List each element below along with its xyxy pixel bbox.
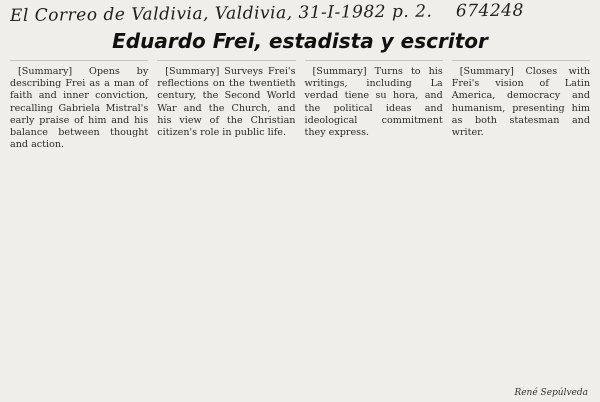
column-summary: [Summary] Surveys Frei's reflections on the twentieth century, the Second World War and the Church, and his view of the Christian citizen's role in public life.	[157, 66, 296, 139]
column-summary: [Summary] Opens by describing Frei as a man of faith and inner conviction, recalling Gabriela Mistral's early praise of him and his balance between thought and action.	[10, 66, 149, 151]
article-body	[10, 60, 590, 390]
catalog-number: 674248	[455, 0, 524, 22]
article-column-3	[305, 60, 443, 390]
column-summary: [Summary] Closes with Frei's vision of Latin America, democracy and humanism, presenting him as both statesman and writer.	[451, 66, 590, 139]
article-byline: René Sepúlveda	[514, 388, 588, 398]
column-summary: [Summary] Turns to his writings, including La verdad tiene su hora, and the political ideas and ideological commitment they express.	[304, 66, 443, 139]
article-headline: Eduardo Frei, estadista y escritor	[112, 29, 488, 53]
article-column-1	[10, 60, 148, 390]
article-column-4	[452, 60, 590, 390]
article-column-2	[157, 60, 295, 390]
handwritten-source-note	[10, 0, 590, 28]
source-note-text: El Correo de Valdivia, Valdivia, 31-I-1982 p. 2.	[9, 1, 433, 26]
